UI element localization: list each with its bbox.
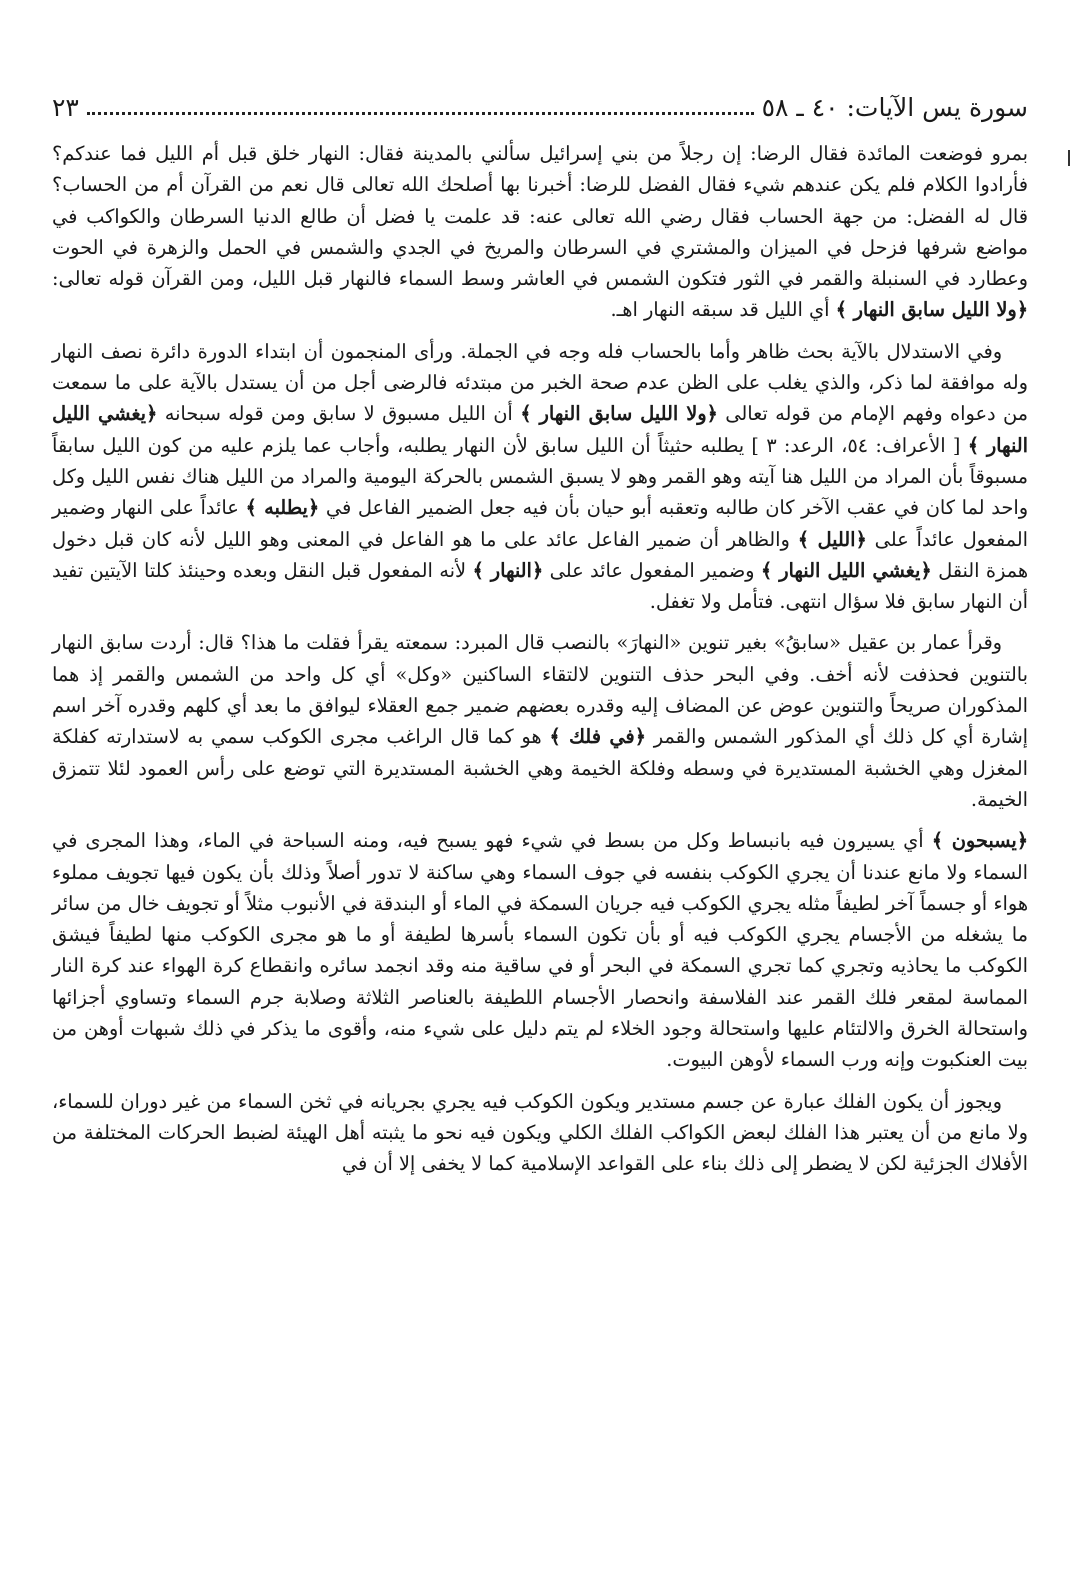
text-run: وقرأ عمار بن عقيل «سابقُ» بغير تنوين «النهارَ» بالنصب قال المبرد: سمعته يقرأ فقلت ما هذا؟ قال: أردت سابق النهار بالتنوين فحذفت لأنه أخف. وفي البحر حذف التنوين لالتقاء الساكنين «وكل» أي كل واحد من الشمس والقمر إذ هما المذكوران صريحاً والتنوين عوض عن المضاف إليه وقدره بعضهم ضمير جمع العقلاء ليوافق ما بعد أي كلهم وقدره آخر اسم إشارة أي كل ذلك أي المذكور الشمس والقمر xyxy=(52,631,1028,749)
margin-mark xyxy=(1068,150,1070,166)
paragraph-5 xyxy=(52,1086,1028,1180)
quran-quote: ﴿يغشي الليل النهار ﴾ xyxy=(760,558,932,582)
text-run: أن الليل مسبوق لا سابق ومن قوله سبحانه xyxy=(157,402,521,426)
text-run: ويجوز أن يكون الفلك عبارة عن جسم مستدير ويكون الكوكب فيه يجري بجريانه في ثخن السماء من غير دوران للسماء، ولا مانع من أن يعتبر هذا الفلك لبعض الكواكب الفلك الكلي ويكون فيه نحو ما يثبته أهل الهيئة لضبط الحركات المختلفة من الأفلاك الجزئية لكن لا يضطر إلى ذلك بناء على القواعد الإسلامية كما لا يخفى إلا أن في xyxy=(52,1089,1028,1176)
paragraph-1 xyxy=(52,138,1028,326)
quran-quote: ﴿النهار ﴾ xyxy=(472,558,544,582)
text-run: عائداً على النهار وضمير المفعول عائداً على xyxy=(52,496,1028,551)
quran-quote: ﴿ولا الليل سابق النهار ﴾ xyxy=(520,402,718,426)
header-dot-leader xyxy=(87,111,754,115)
text-run: والظاهر أن ضمير الفاعل عائد على ما هو الفاعل في المعنى وهو الليل لأنه كان قبل دخول همزة النقل xyxy=(52,527,1028,582)
text-run: أي الليل قد سبقه النهار اهـ. xyxy=(610,298,836,322)
quran-quote: ﴿يغشي الليل النهار ﴾ xyxy=(52,402,1028,457)
running-header xyxy=(52,86,1028,120)
quran-quote: ﴿في فلك ﴾ xyxy=(549,725,646,749)
quran-quote: ﴿الليل ﴾ xyxy=(797,527,867,551)
quran-quote: ﴿يسبحون ﴾ xyxy=(931,829,1028,853)
quran-quote: ﴿ولا الليل سابق النهار ﴾ xyxy=(835,298,1028,322)
text-run: وضمير المفعول عائد على xyxy=(543,558,761,582)
quran-quote: ﴿يطلبه ﴾ xyxy=(245,496,320,520)
page-number: ٢٣ xyxy=(52,93,79,122)
text-run: هو كما قال الراغب مجرى الكوكب سمي به لاستدارته كفلكة المغزل وهي الخشبة المستديرة في وسطه وفلكة الخيمة وهي الخشبة المستديرة التي توضع على رأس العمود لئلا تتمزق الخيمة. xyxy=(52,725,1028,811)
paragraph-2 xyxy=(52,336,1028,618)
text-run: أي يسيرون فيه بانبساط وكل من بسط في شيء فهو يسبح فيه، ومنه السباحة في الماء، وهذا المجرى في السماء ولا مانع عندنا أن يجري الكوكب بنفسه في جوف السماء وهي ساكنة لا تدور أصلاً وذلك بأن يكون فيها تجويف مملوء هواء أو جسماً آخر لطيفاً مثله يجري الكوكب فيه جريان السمكة في الماء أو البندقة في الأنبوب مثلاً أو تجويف خال من سائر ما يشغله من الأجسام يجري الكوكب فيه أو بأن تكون السماء بأسرها لطيفة أو ما هو مجرى الكوكب منها لطيفاً فيشق الكوكب ما يحاذيه وتجري كما تجري السمكة في البحر أو في ساقية منه وقد انجمد سائره وانقطاع كرة الهواء عند كرة النار المماسة لمقعر فلك القمر عند الفلاسفة وانحصار الأجسام اللطيفة بالعناصر الثلاثة وصلابة جرم السماء وتساوي أجزائها واستحالة الخرق والالتئام عليها واستحالة وجود الخلاء لم يتم دليل على شيء منه، وأقوى ما يذكر في ذلك شبهات أوهن من بيت العنكبوت وإنه ورب السماء لأوهن البيوت. xyxy=(52,829,1028,1072)
text-run: بمرو فوضعت المائدة فقال الرضا: إن رجلاً من بني إسرائيل سألني بالمدينة فقال: النهار خلق قبل أم الليل فما عندكم؟ فأرادوا الكلام فلم يكن عندهم شيء فقال الفضل للرضا: أخبرنا بها أصلحك الله تعالى قال نعم من القرآن أم من الحساب؟ قال له الفضل: من جهة الحساب فقال رضي الله تعالى عنه: قد علمت يا فضل أن طالع الدنيا السرطان والكواكب في مواضع شرفها فزحل في الميزان والمشتري في السرطان والمريخ في الجدي والشمس في الحمل والزهرة في الحوت وعطارد في السنبلة والقمر في الثور فتكون الشمس في العاشر وسط السماء فالنهار قبل الليل، ومن القرآن قوله تعالى: xyxy=(52,142,1028,291)
paragraph-3 xyxy=(52,627,1028,815)
text-run: لأنه المفعول قبل النقل وبعده وحينئذ كلتا الآيتين تفيد أن النهار سابق فلا سؤال انتهى. فتأمل ولا تغفل. xyxy=(52,558,1028,614)
body-text xyxy=(52,138,1028,1190)
paragraph-4 xyxy=(52,825,1028,1075)
header-title: سورة يس الآيات: ٤٠ ـ ٥٨ xyxy=(761,93,1028,122)
text-run: [ الأعراف: ٥٤، الرعد: ٣ ] يطلبه حثيثاً أن الليل سابق لأن النهار يطلبه، وأجاب عما يلزم عليه من كون الليل سابقاً مسبوقاً بأن المراد من الليل هنا آيته وهو القمر وهو لا يسبق الشمس بالحركة اليومية والمراد من الليل هناك نفس الليل وكل واحد لما كان في عقب الآخر كان طالبه وتعقبه أبو حيان بأن فيه جعل الضمير الفاعل في xyxy=(52,433,1028,520)
text-run: وفي الاستدلال بالآية بحث ظاهر وأما بالحساب فله وجه في الجملة. ورأى المنجمون أن ابتداء الدورة دائرة نصف النهار وله موافقة لما ذكر، والذي يغلب على الظن عدم صحة الخبر من مبتدئه فالرضى أجل من أن يستدل بالآية على ما سمعت من دعواه وفهم الإمام من قوله تعالى xyxy=(52,339,1028,426)
